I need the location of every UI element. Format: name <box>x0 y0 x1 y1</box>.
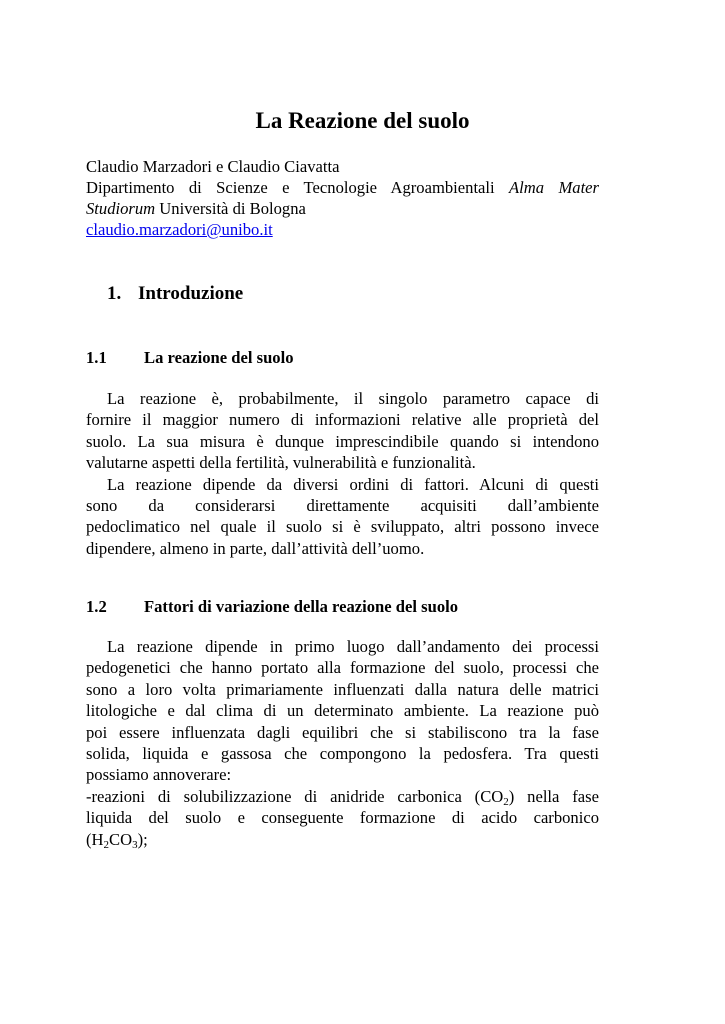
paragraph-line: pedoclimatico nel quale il suolo si è sviluppato, altri possono invece <box>86 517 599 537</box>
section-title: Introduzione <box>138 283 244 304</box>
author-names: Claudio Marzadori e Claudio Ciavatta <box>86 157 340 176</box>
section-heading-introduzione <box>107 283 243 305</box>
list-text: -reazioni di solubilizzazione di anidride carbonica (CO <box>86 786 504 806</box>
paragraph-line: sono a loro volta primariamente influenzati dalla natura delle matrici <box>86 679 599 699</box>
section-number: 1. <box>107 283 122 304</box>
paragraph-line: possiamo annoverare: <box>86 765 232 785</box>
university-line <box>86 198 599 219</box>
paragraph-line: suolo. La sua misura è dunque imprescindibile quando si intendono <box>86 431 599 451</box>
author-block <box>86 156 599 240</box>
list-text: ) nella fase <box>508 786 599 806</box>
author-email-link[interactable]: claudio.marzadori@unibo.it <box>86 220 273 239</box>
paragraph-line: solida, liquida e gassosa che compongono la pedosfera. Tra questi <box>86 744 599 764</box>
list-item-line <box>86 786 599 807</box>
subsection-title: Fattori di variazione della reazione del suolo <box>144 597 459 616</box>
paragraph-line: La reazione dipende da diversi ordini di fattori. Alcuni di questi <box>107 474 599 494</box>
document-title: La Reazione del suolo <box>255 108 470 133</box>
paragraph-2 <box>86 474 599 560</box>
list-text: ); <box>137 829 148 849</box>
list-item-line: liquida del suolo e conseguente formazione di acido carbonico <box>86 808 599 828</box>
paragraph-line: La reazione è, probabilmente, il singolo parametro capace di <box>107 389 599 408</box>
paragraph-line: La reazione dipende in primo luogo dall’andamento dei processi <box>107 637 599 656</box>
paragraph-line: fornire il maggior numero di informazioni relative alle proprietà del <box>86 410 599 430</box>
department-line <box>86 177 599 198</box>
subsection-heading-1-1 <box>86 348 294 368</box>
paragraph-3 <box>86 636 599 850</box>
subscript: 3 <box>132 838 138 851</box>
alma-mater-text: Alma Mater <box>509 178 600 197</box>
email-line <box>86 219 599 240</box>
subsection-title: La reazione del suolo <box>144 348 294 367</box>
paragraph-line: dipendere, almeno in parte, dall’attività dell’uomo. <box>86 538 425 558</box>
list-text: (H <box>86 829 104 849</box>
department-name: Dipartimento di Scienze e Tecnologie Agroambientali <box>86 178 495 197</box>
subscript: 2 <box>103 838 110 851</box>
subsection-number: 1.2 <box>86 597 107 616</box>
subscript: 2 <box>503 795 509 808</box>
list-item-line <box>86 829 599 850</box>
university-name: Università di Bologna <box>155 199 306 218</box>
studiorum-text: Studiorum <box>86 199 156 218</box>
paragraph-line: poi essere influenzata dagli equilibri che si stabiliscono tra la fase <box>86 722 599 742</box>
list-text: CO <box>109 829 133 849</box>
paragraph-line: pedogenetici che hanno portato alla formazione del suolo, processi che <box>86 658 599 678</box>
subsection-number: 1.1 <box>86 348 107 367</box>
paragraph-line: sono da considerarsi direttamente acquisiti dall’ambiente <box>86 496 599 515</box>
subsection-heading-1-2 <box>86 597 458 617</box>
paragraph-line: valutarne aspetti della fertilità, vulnerabilità e funzionalità. <box>86 453 476 473</box>
paragraph-1 <box>86 388 599 474</box>
paragraph-line: litologiche e dal clima di un determinato ambiente. La reazione può <box>86 701 599 721</box>
